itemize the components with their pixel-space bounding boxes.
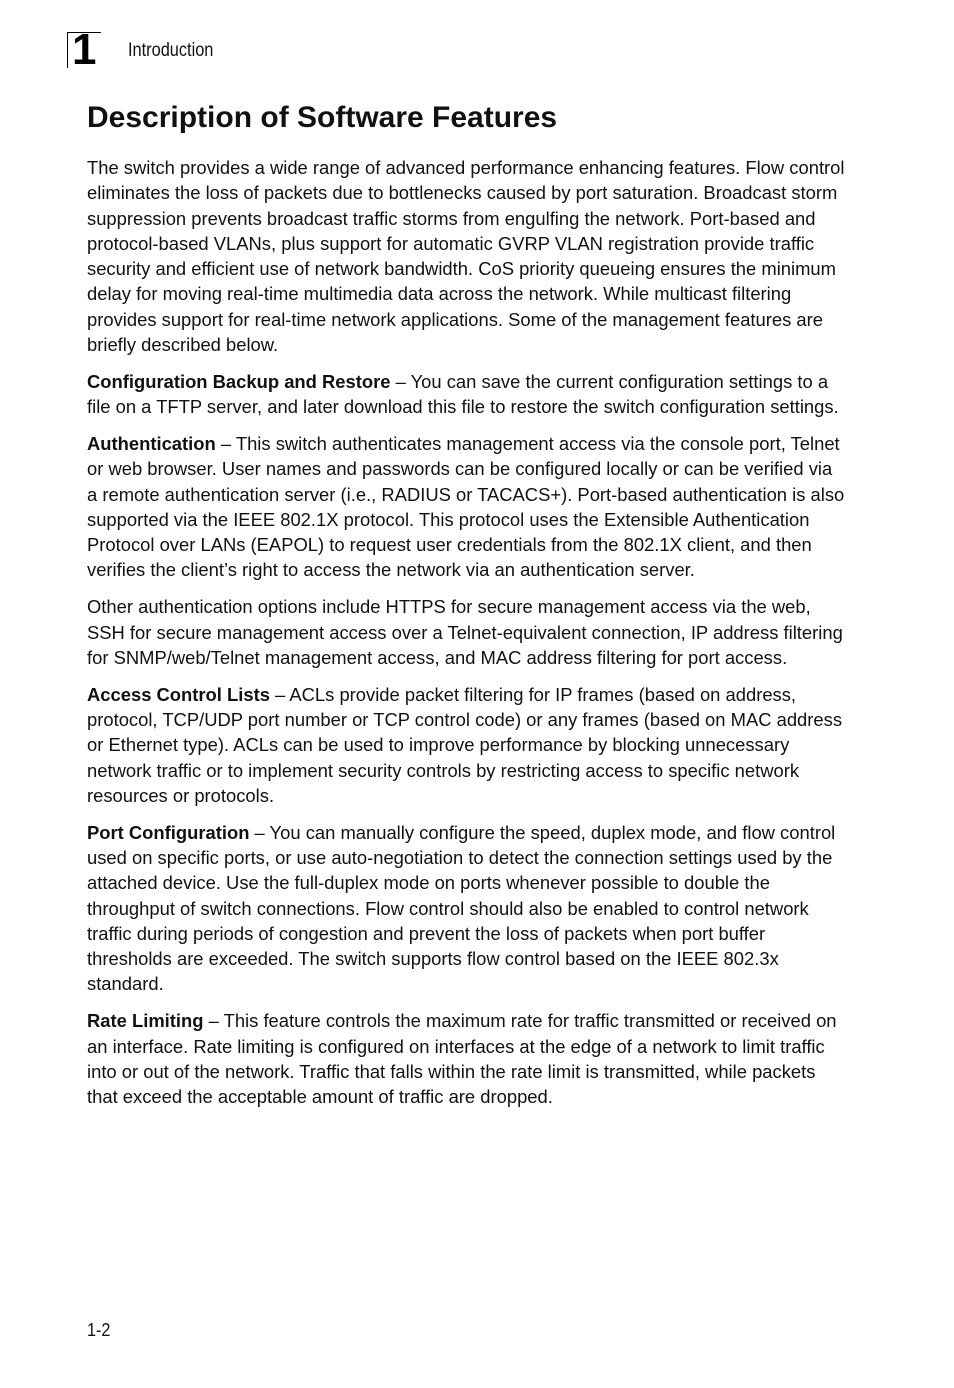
paragraph-authentication: [87, 431, 847, 583]
page-title: Description of Software Features: [87, 101, 558, 134]
intro-paragraph: The switch provides a wide range of advanced performance enhancing features. Flow control eliminates the loss of packets due to bottlenecks caused by port saturation. Broadcast storm suppression prevents broadcast traffic storms from engulfing the network. Port-based and protocol-based VLANs, plus support for automatic GVRP VLAN registration provide traffic security and efficient use of network bandwidth. CoS priority queueing ensures the minimum delay for moving real-time multimedia data across the network. While multicast filtering provides support for real-time network applications. Some of the management features are briefly described below.: [87, 157, 845, 356]
paragraph-port-configuration: [87, 820, 847, 997]
term-rate-limiting: Rate Limiting: [87, 1010, 204, 1032]
running-header: Introduction: [128, 40, 214, 61]
desc-rate-limiting: – This feature controls the maximum rate for traffic transmitted or received on an interface. Rate limiting is configured on interfaces at the edge of a network to limit traffic into or out of the network. Traffic that falls within the rate limit is transmitted, while packets that exceed the acceptable amount of traffic are dropped.: [87, 1010, 837, 1108]
paragraph-rate-limiting: [87, 1008, 847, 1109]
term-access-control-lists: Access Control Lists: [87, 683, 270, 705]
chapter-number: 1: [72, 25, 96, 74]
paragraph-other-authentication: [87, 594, 847, 670]
paragraph-access-control-lists: [87, 682, 847, 808]
paragraph-config-backup: [87, 369, 847, 420]
desc-other-authentication: Other authentication options include HTTPS for secure management access via the web, SSH for secure management access over a Telnet-equivalent connection, IP address filtering for SNMP/web/Telnet management access, and MAC address filtering for port access.: [87, 596, 843, 668]
term-authentication: Authentication: [87, 432, 216, 454]
desc-authentication: – This switch authenticates management access via the console port, Telnet or web browser. User names and passwords can be configured locally or can be verified via a remote authentication server (i.e., RADIUS or TACACS+). Port-based authentication is also supported via the IEEE 802.1X protocol. This protocol uses the Extensible Authentication Protocol over LANs (EAPOL) to request user credentials from the 802.1X client, and then verifies the client’s right to access the network via an authentication server.: [87, 432, 845, 581]
term-port-configuration: Port Configuration: [87, 821, 250, 843]
body-text: [87, 155, 847, 1121]
page-number: 1-2: [87, 1320, 111, 1340]
desc-config-backup: – You can save the current configuration settings to a file on a TFTP server, and later download this file to restore the switch configuration settings.: [87, 370, 839, 418]
term-config-backup: Configuration Backup and Restore: [87, 370, 391, 392]
desc-access-control-lists: – ACLs provide packet filtering for IP frames (based on address, protocol, TCP/UDP port number or TCP control code) or any frames (based on MAC address or Ethernet type). ACLs can be used to improve performance by blocking unnecessary network traffic or to implement security controls by restricting access to specific network resources or protocols.: [87, 683, 843, 806]
desc-port-configuration: – You can manually configure the speed, duplex mode, and flow control used on specific ports, or use auto-negotiation to detect the connection settings used by the attached device. Use the full-duplex mode on ports whenever possible to double the throughput of switch connections. Flow control should also be enabled to control network traffic during periods of congestion and prevent the loss of packets when port buffer thresholds are exceeded. The switch supports flow control based on the IEEE 802.3x standard.: [87, 821, 836, 995]
